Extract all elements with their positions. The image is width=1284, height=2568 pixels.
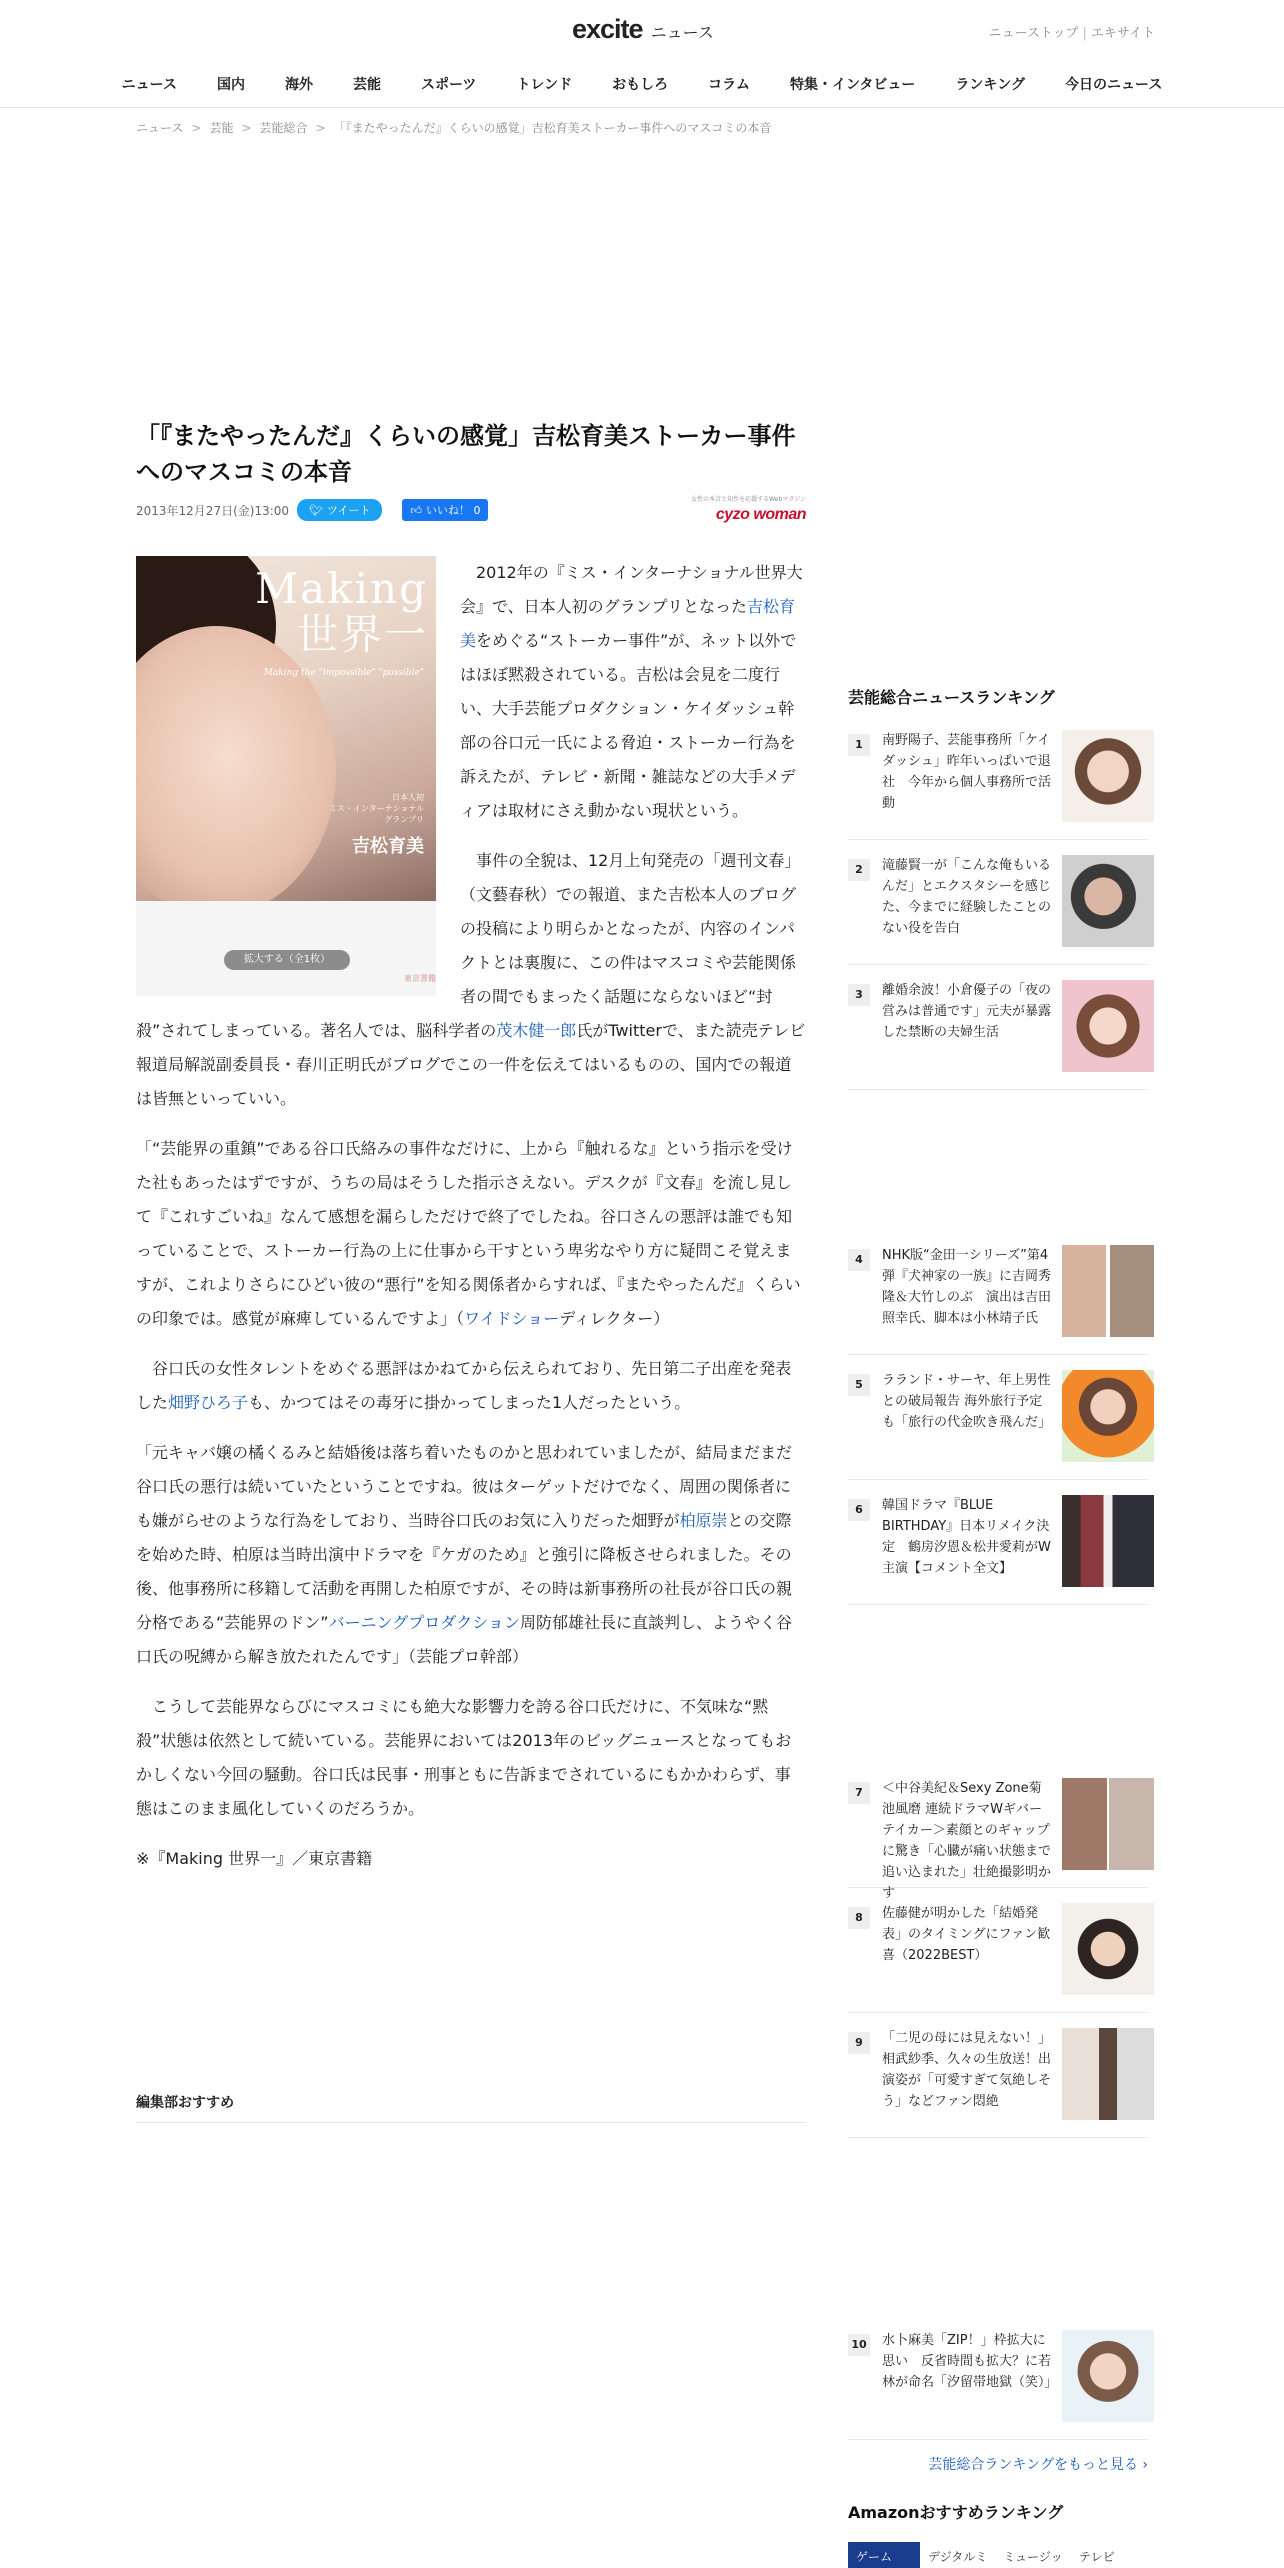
tab-tv[interactable]: テレビ <box>1078 2550 1115 2564</box>
thumbnail-image <box>1062 1370 1154 1462</box>
keyword-link-burning[interactable]: バーニングプロダクション <box>328 1613 520 1632</box>
text: ディレクター） <box>559 1309 670 1328</box>
thumbs-up-icon: 👍︎ <box>410 503 422 517</box>
nav-item-column[interactable]: コラム <box>708 77 750 93</box>
paragraph-3 <box>136 1132 806 1336</box>
amazon-ranking-title: Amazonおすすめランキング <box>848 2503 1064 2522</box>
rank-number: 2 <box>848 859 870 881</box>
rank-headline: 「二児の母には見えない！」相武紗季、久々の生放送！出演姿が「可愛すぎて気絶しそう」などファン悶絶 <box>882 2031 1052 2109</box>
site-header <box>0 0 1284 108</box>
text: 事件の全貌は、12月上旬発売の「週刊文春」（文藝春秋）での報道、また吉松本人のブログの投稿により明らかとなったが、内容のインパクトとは裏腹に、この件はマスコミや芸能関係者の間でもまったく話題にならないほど“封殺”されてしまっている。著名人では、脳科学者の <box>136 851 801 1040</box>
article-title: 「『またやったんだ』くらいの感覚」吉松育美ストーカー事件へのマスコミの本音 <box>136 422 796 486</box>
thumbnail-image <box>1062 1245 1154 1337</box>
paragraph-5 <box>136 1436 806 1674</box>
rank-number: 6 <box>848 1499 870 1521</box>
thumbnail-image <box>1062 2330 1154 2422</box>
text: 周防郁雄社長に直談判し、ようやく谷口氏の呪縛から解き放たれたんです」（芸能プロ幹部） <box>136 1613 792 1666</box>
nav-item-today[interactable]: 今日のニュース <box>1065 77 1163 93</box>
cover-author: 吉松育美 <box>352 836 424 857</box>
rank-number: 7 <box>848 1782 870 1804</box>
cover-title-en: Making <box>255 564 428 613</box>
ranking-item[interactable] <box>848 1903 1148 2013</box>
rank-number: 9 <box>848 2032 870 2054</box>
text: 「元キャバ嬢の橘くるみと結婚後は落ち着いたものかと思われていましたが、結局まだまだ谷口氏の悪行は続いていたということですね。彼はターゲットだけでなく、周囲の関係者にも嫌がらせのような行為をしており、当時谷口氏のお気に入りだった畑野が <box>136 1443 793 1530</box>
rank-headline: 水卜麻美「ZIP！」枠拡大に思い 反省時間も拡大？に若林が命名「汐留帯地獄（笑）」 <box>882 2333 1058 2390</box>
source-tagline: 女性の本音と知性を応援するWebマガジン <box>691 496 806 503</box>
rank-number: 3 <box>848 984 870 1006</box>
article-figure <box>136 556 436 996</box>
thumbnail-image <box>1062 730 1154 822</box>
footnote: ※『Making 世界一』／東京書籍 <box>136 1849 373 1868</box>
rank-headline: ＜中谷美紀＆Sexy Zone菊池風磨 連続ドラマWギバーテイカー＞素顔とのギャップに驚き「心臓が痛い状態まで追い込まれた」壮絶撮影明かす <box>882 1781 1052 1901</box>
thumbnail-image <box>1062 855 1154 947</box>
figure-caption-area <box>136 901 436 996</box>
paragraph-4 <box>136 1352 806 1420</box>
text: 「“芸能界の重鎮”である谷口氏絡みの事件なだけに、上から『触れるな』という指示を受けた社もあったはずですが、うちの局はそうした指示さえない。デスクが『文春』を流し見して『これすごいね』なんて感想を漏らしただけで終了でしたね。谷口さんの悪評は誰でも知っていることで、ストーカー行為の上に仕事から干すという卑劣なやり方に疑問こそ覚えますが、これよりさらにひどい彼の“悪行”を知る関係者からすれば、『またやったんだ』くらいの印象では。感覚が麻痺しているんですよ」（ <box>136 1139 801 1328</box>
news-top-link[interactable]: ニューストップ <box>988 26 1079 41</box>
ranking-item[interactable] <box>848 1495 1148 1605</box>
excite-logo: excite <box>572 14 643 44</box>
nav-item-trend[interactable]: トレンド <box>516 77 573 93</box>
keyword-link-mogi[interactable]: 茂木健一郎 <box>496 1021 577 1040</box>
keyword-link-hatano[interactable]: 畑野ひろ子 <box>168 1393 249 1412</box>
rank-number: 8 <box>848 1907 870 1929</box>
text: との交際を始めた時、柏原は当時出演中ドラマを『ケガのため』と強引に降板させられました。その後、他事務所に移籍して活動を再開した柏原ですが、その時は新事務所の社長が谷口氏の親分格である“芸能界のドン” <box>136 1511 793 1632</box>
tab-game[interactable]: ゲーム <box>848 2542 920 2568</box>
rank-number: 5 <box>848 1374 870 1396</box>
paragraph-6: こうして芸能界ならびにマスコミにも絶大な影響力を誇る谷口氏だけに、不気味な“黙殺”状態は依然として続いている。芸能界においては2013年のビッグニュースとなってもおかしくない今回の騒動。谷口氏は民事・刑事ともに告訴までされているにもかかわらず、事態はこのまま風化していくのだろうか。 <box>136 1697 792 1818</box>
enlarge-button[interactable]: 拡大する（全1枚） <box>224 950 350 970</box>
nav-item-funny[interactable]: おもしろ <box>612 77 669 93</box>
nav-item-news[interactable]: ニュース <box>121 77 177 93</box>
ranking-item[interactable] <box>848 980 1148 1090</box>
text: も、かつてはその毒牙に掛かってしまった1人だったという。 <box>248 1393 691 1412</box>
thumbnail-image <box>1062 980 1154 1072</box>
ranking-item[interactable] <box>848 730 1148 840</box>
ranking-item[interactable] <box>848 1245 1148 1355</box>
tweet-label: ツイート <box>327 504 371 517</box>
breadcrumb-general[interactable]: 芸能総合 <box>259 121 308 135</box>
cover-title <box>255 566 428 658</box>
rank-headline: 滝藤賢一が「こんな俺もいるんだ」とエクスタシーを感じた、今までに経験したことのない役を告白 <box>882 858 1052 936</box>
text: 谷口氏の女性タレントをめぐる悪評はかねてから伝えられており、先日第二子出産を発表した <box>136 1359 792 1412</box>
rank-headline: NHK版“金田一シリーズ”第4弾『犬神家の一族』に吉岡秀隆＆大竹しのぶ 演出は吉田照幸氏、脚本は小林靖子氏 <box>882 1248 1052 1326</box>
tab-digital-music[interactable]: デジタルミ <box>928 2550 988 2564</box>
tweet-button[interactable] <box>297 499 382 521</box>
breadcrumb <box>136 119 771 136</box>
thumbnail-image <box>1062 1778 1154 1870</box>
text: をめぐる“ストーカー事件”が、ネット以外ではほぼ黙殺されている。吉松は会見を二度行い、大手芸能プロダクション・ケイダッシュ幹部の谷口元一氏による脅迫・ストーカー行為を訴えたが、テレビ・新聞・雑誌などの大手メディアは取材にさえ動かない現状という。 <box>460 631 797 820</box>
book-cover-image[interactable] <box>136 556 436 901</box>
article-meta <box>136 498 806 522</box>
source-logo[interactable] <box>691 496 806 524</box>
publish-date: 2013年12月27日(金)13:00 <box>136 503 290 518</box>
rank-headline: 韓国ドラマ『BLUE BIRTHDAY』日本リメイク決定 鶴房汐恩＆松井愛莉がW主演【コメント全文】 <box>882 1498 1051 1576</box>
keyword-link-wideshow[interactable]: ワイドショー <box>464 1309 560 1328</box>
nav-item-feature[interactable]: 特集・インタビュー <box>789 77 916 93</box>
rank-headline: 佐藤健が明かした「結婚発表」のタイミングにファン歓喜（2022BEST） <box>882 1906 1051 1963</box>
publisher-mark: 東京書籍 <box>404 974 436 983</box>
cover-note: 日本人初 ミス・インターナショナル グランプリ <box>329 793 424 824</box>
breadcrumb-entertainment[interactable]: 芸能 <box>209 121 234 135</box>
cover-title-ja: 世界一 <box>295 610 428 659</box>
chevron-right-icon: > <box>241 121 252 135</box>
thumbnail-image <box>1062 1495 1154 1587</box>
rank-number: 4 <box>848 1249 870 1271</box>
text: 2012年の『ミス・インターナショナル世界大会』で、日本人初のグランプリとなった <box>460 563 803 616</box>
divider: | <box>1082 26 1087 41</box>
article <box>136 418 806 1892</box>
ranking-item[interactable] <box>848 855 1148 965</box>
rank-headline: 南野陽子、芸能事務所「ケイダッシュ」昨年いっぱいで退社 今年から個人事務所で活動 <box>882 733 1052 811</box>
more-ranking-link[interactable]: 芸能総合ランキングをもっと見る › <box>928 2457 1148 2473</box>
ranking-item[interactable] <box>848 2330 1148 2440</box>
source-name: cyzo woman <box>715 506 806 523</box>
rank-number: 10 <box>848 2334 870 2356</box>
text: 氏がTwitterで、また読売テレビ報道局解説副委員長・春川正明氏がブログでこの一件を伝えてはいるものの、国内での報道は皆無といっていい。 <box>136 1021 806 1108</box>
nav-item-domestic[interactable]: 国内 <box>216 77 245 93</box>
keyword-link-yoshimatsu[interactable]: 吉松育美 <box>460 597 796 650</box>
rank-number: 1 <box>848 734 870 756</box>
main-nav <box>0 66 1284 102</box>
nav-item-sports[interactable]: スポーツ <box>420 77 477 93</box>
ranking-item[interactable] <box>848 1370 1148 1480</box>
excite-link[interactable]: エキサイト <box>1090 26 1155 41</box>
thumbnail-image <box>1062 2028 1154 2120</box>
keyword-link-kashiwabara[interactable]: 柏原崇 <box>679 1511 728 1530</box>
nav-item-ranking[interactable]: ランキング <box>955 77 1026 93</box>
breadcrumb-news[interactable]: ニュース <box>136 121 184 135</box>
ranking-item[interactable] <box>848 1778 1148 1901</box>
ranking-title: 芸能総合ニュースランキング <box>848 688 1055 707</box>
twitter-bird-icon: 🐦︎ <box>309 503 323 517</box>
nav-item-world[interactable]: 海外 <box>284 77 313 93</box>
nav-item-entertainment[interactable]: 芸能 <box>352 77 381 93</box>
rank-headline: 離婚余波！小倉優子の「夜の営みは普通です」元夫が暴露した禁断の夫婦生活 <box>882 983 1052 1040</box>
chevron-right-icon: > <box>191 121 202 135</box>
tab-music[interactable]: ミュージッ <box>1003 2550 1063 2564</box>
rank-headline: ラランド・サーヤ、年上男性との破局報告 海外旅行予定も「旅行の代金吹き飛んだ」 <box>882 1373 1052 1430</box>
chevron-right-icon: > <box>315 121 326 135</box>
ranking-item[interactable] <box>848 2028 1148 2138</box>
facebook-like-button[interactable] <box>402 499 488 521</box>
like-label: いいね！ 0 <box>425 504 481 517</box>
logo-section-label: ニュース <box>650 23 714 42</box>
breadcrumb-current: 「『またやったんだ』くらいの感覚」吉松育美ストーカー事件へのマスコミの本音 <box>333 121 772 135</box>
amazon-tabs <box>848 2542 1148 2568</box>
site-logo[interactable] <box>572 14 714 45</box>
cover-subtitle: Making the "impossible" "possible" <box>263 668 424 678</box>
top-links <box>989 22 1155 41</box>
editor-recommend-heading: 編集部おすすめ <box>136 2092 806 2123</box>
thumbnail-image <box>1062 1903 1154 1995</box>
